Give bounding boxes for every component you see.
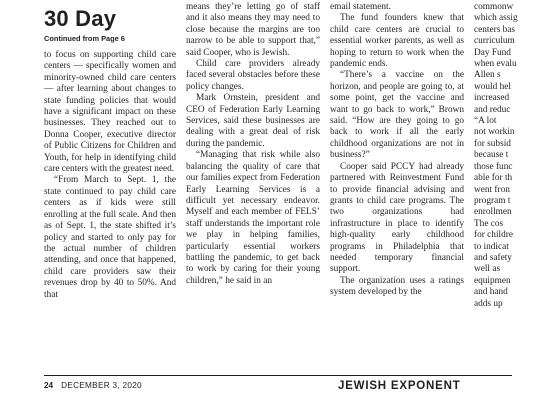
continued-from-line [44, 34, 125, 44]
paragraph: to focus on supporting child care centers — specifically women and minority-owned child care centers — after learning about changes to state funding policies that would have a significant impact on these businesses. They reached out to Donna Cooper, executive director of Public Citizens for Children and Youth, for help in identifying child care centers with the greatest need. [44, 50, 176, 175]
paragraph: means they’re letting go of staff and it also means they may need to close because the margins are too narrow to be able to support that,” said Cooper, who is Jewish. [186, 2, 320, 58]
text-line: equipmen [474, 275, 511, 286]
text-line: which assig [474, 13, 518, 24]
text-line: The cos [474, 218, 504, 229]
article-column-1 [44, 50, 176, 301]
paragraph: “Managing that risk while also balancing the quality of care that our families expect from Federation Early Learning Services is a difficult yet necessary endeavor. Myself and each member of FELS’ staff understands the important role we play in helping families, particularly essential workers battling the pandemic, to get back to work by caring for their young children,” he said in an [186, 150, 320, 286]
text-line: when evalu [474, 59, 517, 70]
paragraph: Child care providers already faced several obstacles before these policy changes. [186, 59, 320, 92]
footer-divider [44, 375, 512, 376]
text-line: for childre [474, 230, 513, 241]
issue-date: DECEMBER 3, 2020 [61, 381, 142, 390]
paragraph: The organization uses a ratings system developed by the [330, 275, 464, 298]
text-line: increased [474, 93, 510, 104]
headline: 30 Day [44, 6, 117, 31]
text-line: went fron [474, 184, 510, 195]
text-line: well as [474, 264, 501, 275]
text-line: adds up [474, 298, 503, 309]
paragraph: email statement. [330, 2, 391, 12]
text-line: would hel [474, 81, 511, 92]
text-line: centers bas [474, 24, 516, 35]
text-line: to indicat [474, 241, 509, 252]
article-column-3 [330, 2, 464, 299]
text-line: Day Fund [474, 47, 511, 58]
paragraph: “There’s a vaccine on the horizon, and people are going to, at some point, get the vaccine and want to go back to work,” Brown said. “How are they going to go back to work if all the early childhood organizations are not in business?” [330, 70, 464, 161]
text-line: enrollmen [474, 207, 512, 218]
text-line: curriculum [474, 36, 515, 47]
text-line: Allen s [474, 70, 501, 81]
paragraph: Mark Ornstein, president and CEO of Federation Early Learning Services, said these businesses are dealing with a great deal of risk during the pandemic. [186, 93, 320, 149]
article-column-2 [186, 2, 320, 287]
text-line: and hand [474, 287, 508, 298]
paragraph: Cooper said PCCY had already partnered with Reinvestment Fund to provide financial advising and grants to child care programs. The two organizations had infrastructure in place to identify high-quality early childhood programs in Philadelphia that needed temporary financial support. [330, 161, 464, 275]
continued-prefix: Continued from [44, 34, 102, 43]
text-line: able for th [474, 173, 513, 184]
page-number: 24 [44, 381, 54, 390]
text-line: not workin [474, 127, 515, 138]
text-line: those func [474, 161, 513, 172]
paragraph: The fund founders knew that child care centers are crucial to essential worker parents, as well as hoping to return to work when the pandemic ends. [330, 13, 464, 70]
text-line: and safety [474, 252, 512, 263]
text-line: “A lot [474, 116, 497, 127]
text-line: for subsid [474, 138, 511, 149]
text-line: program t [474, 195, 511, 206]
article-column-4-cropped [474, 2, 534, 310]
text-line: commonw [474, 2, 514, 12]
text-line: and reduc [474, 104, 511, 115]
text-line: because t [474, 150, 509, 161]
folio [44, 380, 142, 392]
publication-name: JEWISH EXPONENT [338, 380, 461, 392]
continued-page-ref: Page 6 [101, 34, 125, 43]
paragraph: “From March to Sept. 1, the state continued to pay child care centers as if kids were still enrolling at the full scale. And then as of Sept. 1, the state shifted it’s policy and started to only pay for the actual number of children attending, and once that happened, child care providers saw their revenues drop by 40 to 50%. And that [44, 175, 176, 300]
